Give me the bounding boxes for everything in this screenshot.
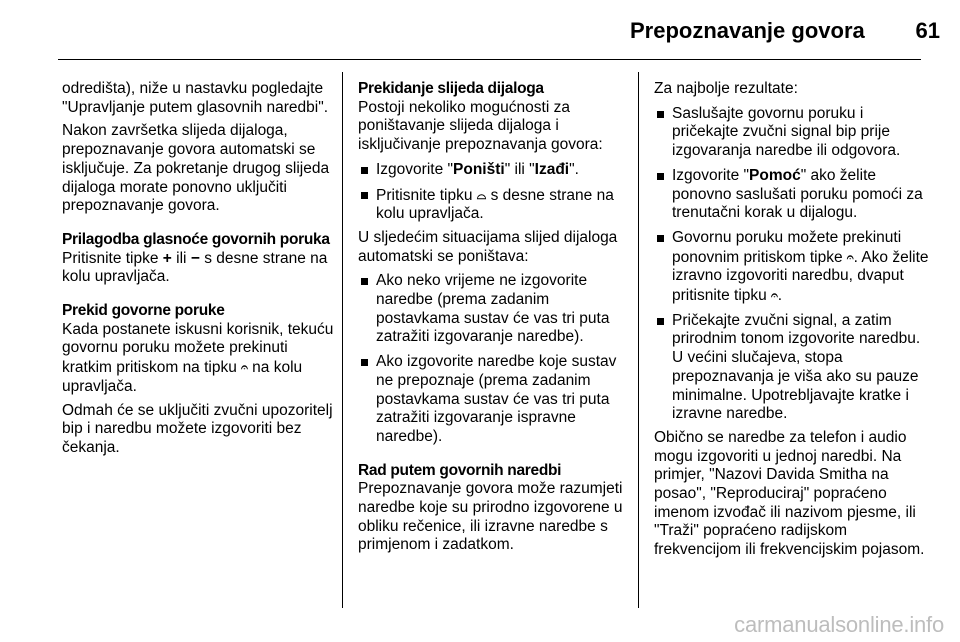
column-middle: [358, 80, 630, 555]
list-item: Pritisnite tipku ⌓ s desne strane na kolu upravljača.: [358, 186, 630, 224]
column-divider: [342, 72, 343, 608]
section-heading-voice: Rad putem govornih naredbi: [358, 461, 562, 479]
paragraph: Za najbolje rezultate:: [654, 80, 798, 97]
list-item: Saslušajte govornu poruku i pričekajte zvučni signal bip prije izgovaranja naredbe ili odgovora.: [654, 105, 929, 161]
voice-button-icon: 𝄐: [846, 249, 854, 264]
list-item: Pričekajte zvučni signal, a zatim prirodnim tonom izgovorite naredbu. U većini slučajeva, stopa prepoznavanja je viša ako su pauze minimalne. Upotrebljavajte kratke i izravne naredbe.: [654, 312, 929, 424]
section-heading-volume: Prilagodba glasnoće govornih poruka: [62, 230, 330, 248]
paragraph-interrupt: Kada postanete iskusni korisnik, tekuću govornu poruku možete prekinuti kratkim pritiskom na tipku 𝄐 na kolu upravljača.: [62, 320, 334, 395]
paragraph: Odmah će se uključiti zvučni upozoritelj bip i naredbu možete izgovoriti bez čekanja.: [62, 401, 333, 456]
voice-button-icon: 𝄐: [771, 288, 778, 303]
paragraph-volume: Pritisnite tipke + ili − s desne strane na kolu upravljača.: [62, 249, 328, 286]
paragraph: odredišta), niže u nastavku pogledajte "Upravljanje putem glasovnih naredbi".: [62, 80, 329, 116]
plus-icon: +: [162, 249, 172, 267]
list-item: Izgovorite "Pomoć" ako želite ponovno saslušati poruku pomoći za trenutačni korak u dijalogu.: [654, 167, 929, 223]
hang-up-icon: ⌓: [476, 187, 487, 202]
list-item: Ako neko vrijeme ne izgovorite naredbe (prema zadanim postavkama sustav će vas tri puta zatražiti izgovaranje naredbe).: [358, 272, 630, 347]
column-left: [62, 80, 334, 458]
paragraph: Nakon završetka slijeda dijaloga, prepoznavanje govora automatski se isključuje. Za pokretanje drugog slijeda dijaloga morate ponovno uključiti prepoznavanje govora.: [62, 122, 330, 215]
paragraph: Prepoznavanje govora može razumjeti naredbe koje su prirodno izgovorene u obliku rečenice, ili izravne naredbe s primjenom i zadatkom.: [358, 480, 623, 554]
page-title: Prepoznavanje govora: [630, 18, 865, 43]
paragraph: U sljedećim situacijama slijed dijaloga automatski se poništava:: [358, 228, 618, 265]
list-item: Izgovorite "Poništi" ili "Izađi".: [358, 161, 630, 180]
section-heading-stop: Prekidanje slijeda dijaloga: [358, 80, 544, 97]
header-rule: [58, 59, 921, 60]
column-divider: [638, 72, 639, 608]
watermark: carmanualsonline.info: [734, 612, 944, 637]
page-number: 61: [915, 18, 940, 43]
bullet-list: [358, 272, 630, 446]
list-item: Govornu poruku možete prekinuti ponovnim pritiskom tipke 𝄐. Ako želite izravno izgovoriti naredbu, dvaput pritisnite tipku 𝄐.: [654, 229, 929, 306]
column-right: [654, 80, 929, 560]
bullet-list: [358, 161, 630, 224]
paragraph: Obično se naredbe za telefon i audio mogu izgovoriti u jednoj naredbi. Na primjer, "Nazovi Davida Smitha na posao", "Reproduciraj" popraćeno imenom izvođač ili nazivom pjesme, ili "Traži" popraćeno radijskom frekvencijom ili frekvencijskim pojasom.: [654, 428, 925, 559]
bullet-list: [654, 105, 929, 424]
list-item: Ako izgovorite naredbe koje sustav ne prepoznaje (prema zadanim postavkama sustav će vas tri puta zatražiti izgovaranje ispravne naredbe).: [358, 353, 630, 447]
section-heading-interrupt: Prekid govorne poruke: [62, 302, 225, 320]
voice-button-icon: 𝄐: [241, 360, 248, 375]
paragraph: Postoji nekoliko mogućnosti za poništavanje slijeda dijaloga i isključivanje prepoznavanja govora:: [358, 98, 603, 154]
minus-icon: −: [190, 249, 200, 267]
